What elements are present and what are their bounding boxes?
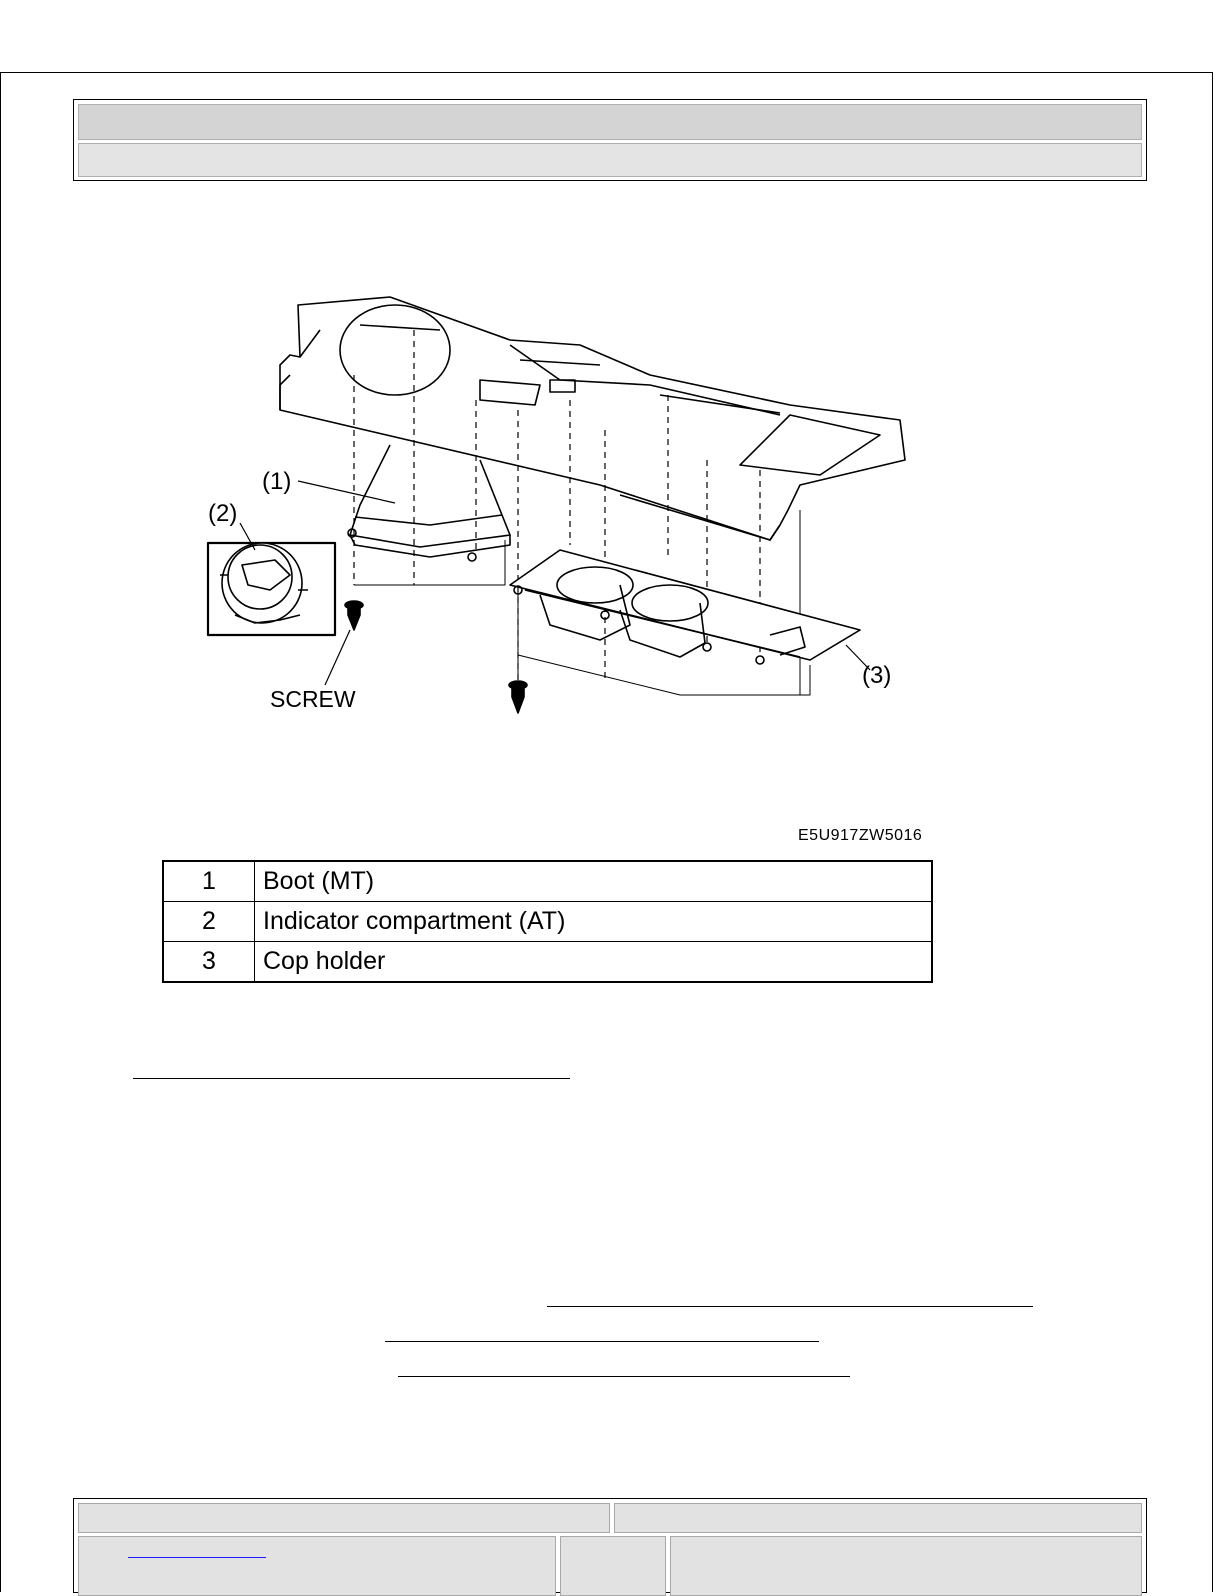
footer-cell — [78, 1503, 610, 1533]
indicator-compartment-inset — [208, 543, 335, 635]
legend-label: Cop holder — [255, 942, 933, 983]
divider-rule — [385, 1341, 819, 1342]
page-footer — [73, 1498, 1147, 1593]
screw-icon — [509, 681, 527, 713]
boot-part — [348, 445, 510, 561]
divider-rule — [133, 1078, 570, 1079]
footer-cell — [670, 1536, 1142, 1596]
page-header — [73, 99, 1147, 181]
footer-cell — [560, 1536, 666, 1596]
header-subtitle-bar — [78, 143, 1142, 177]
header-title-bar — [78, 104, 1142, 140]
divider-rule — [398, 1376, 850, 1377]
divider-rule — [547, 1306, 1033, 1307]
figure-code: E5U917ZW5016 — [798, 827, 923, 844]
cup-holder-part — [510, 550, 860, 664]
legend-number: 1 — [163, 861, 255, 902]
table-row — [163, 861, 932, 902]
legend-number: 3 — [163, 942, 255, 983]
callout-1: (1) — [262, 468, 292, 495]
legend-label: Indicator compartment (AT) — [255, 902, 933, 942]
console-exploded-diagram — [180, 285, 940, 755]
legend-label: Boot (MT) — [255, 861, 933, 902]
table-row — [163, 942, 932, 983]
footer-link[interactable] — [128, 1557, 266, 1558]
legend-table — [162, 860, 933, 983]
footer-cell — [78, 1536, 556, 1596]
screw-label: SCREW — [270, 686, 356, 712]
screw-icon — [345, 601, 363, 630]
footer-cell — [614, 1503, 1142, 1533]
table-row — [163, 902, 932, 942]
callout-3: (3) — [862, 662, 892, 689]
callout-2: (2) — [208, 500, 238, 527]
legend-number: 2 — [163, 902, 255, 942]
